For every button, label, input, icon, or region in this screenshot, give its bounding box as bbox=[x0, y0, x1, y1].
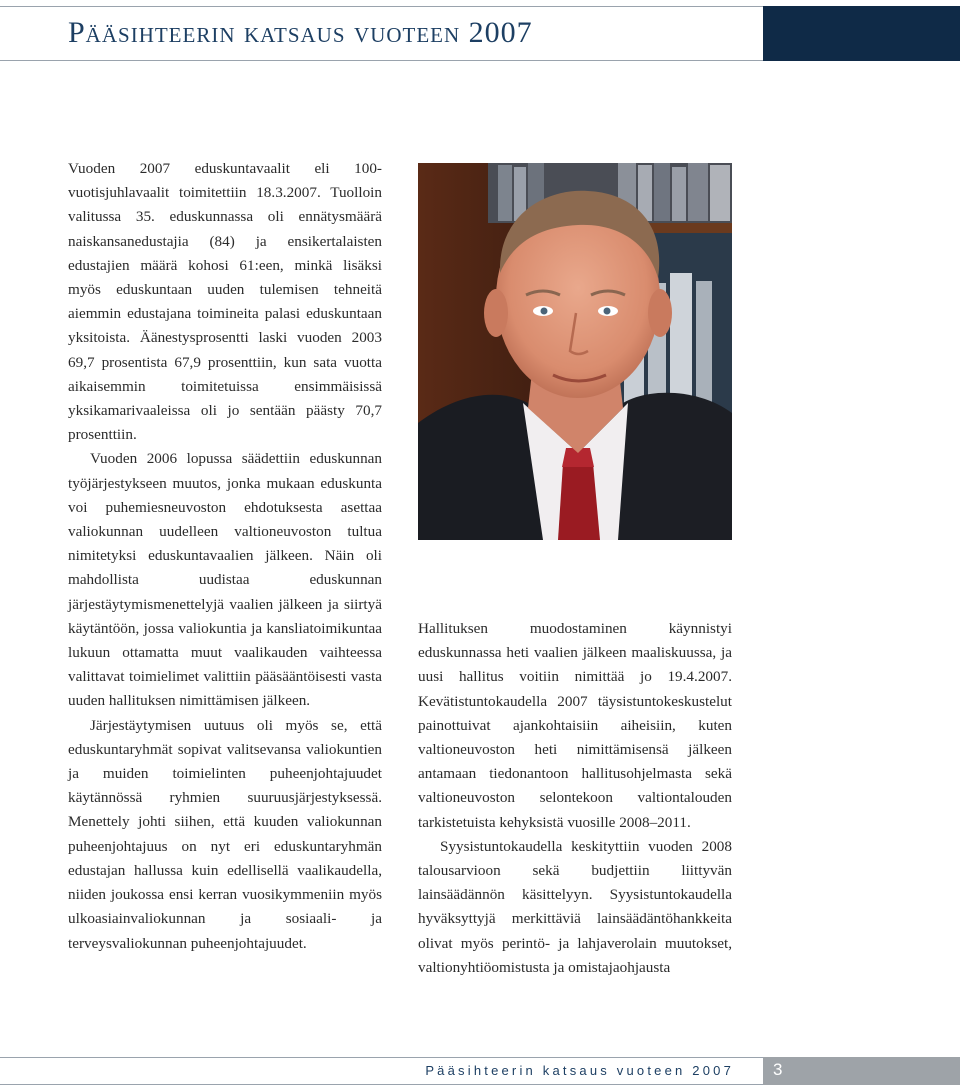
page-title: Pääsihteerin katsaus vuoteen 2007 bbox=[68, 16, 533, 49]
left-text-column bbox=[68, 157, 382, 956]
right-text-column bbox=[418, 617, 732, 980]
portrait-photo bbox=[418, 163, 732, 540]
header-color-block bbox=[763, 6, 960, 61]
paragraph: Vuoden 2006 lopussa säädettiin eduskunnan työjärjestykseen muutos, jonka mukaan eduskunta voi puhemiesneuvoston ehdotuksesta asettaa valiokunnan uudelleen valtioneuvoston tultua nimitetyksi eduskuntavaalien jälkeen. Näin oli mahdollista uudistaa eduskunnan järjestäytymismenettelyjä vaalien jälkeen ja siirtyä käytäntöön, jossa valiokuntia ja kansliatoimikuntaa lukuun ottamatta muut vaalikauden vaihteessa valittavat toimielimet valittiin pääsääntöisesti vasta uuden hallituksen nimittämisen jälkeen. bbox=[68, 450, 382, 710]
paragraph: Syysistuntokaudella keskityttiin vuoden 2008 talousarvioon sekä budjettiin liittyvän lainsäädännön käsittelyyn. Syysistuntokaudella hyväksyttyjä merkittäviä lainsäädäntöhankkeita olivat myös perintö- ja lahjaverolain muutokset, valtionyhtiöomistusta ja omistajaohjausta bbox=[418, 837, 732, 976]
paragraph: Vuoden 2007 eduskuntavaalit eli 100-vuotisjuhlavaalit toimitettiin 18.3.2007. Tuolloin valitussa 35. eduskunnassa oli ennätysmäärä naiskansanedustajia (84) ja ensikertalaisten edustajien määrä kohosi 61:een, minkä lisäksi myös eduskuntaan uuden tulemisen tehneitä aiemmin edustajana toimineita palasi eduskuntaan yksitoista. Äänestysprosentti laski vuoden 2003 69,7 prosentista 67,9 prosenttiin, kun sata vuotta aikaisemmin toimitetuissa ensimmäisissä yksikamarivaaleissa oli jo sentään päästy 70,7 prosenttiin. bbox=[68, 160, 382, 444]
footer-color-block bbox=[763, 1057, 960, 1085]
paragraph: Hallituksen muodostaminen käynnistyi eduskunnassa heti vaalien jälkeen maaliskuussa, ja uusi hallitus voitiin nimittää jo 19.4.2007. Kevätistuntokaudella 2007 täysistuntokeskustelut painottuivat ajankohtaisiin aiheisiin, kuten valtioneuvoston heti nimittämisensä jälkeen antamaan tiedonantoon hallitusohjelmasta sekä valtioneuvoston selontekoon valtiontalouden tarkistetuista kehyksistä vuosille 2008–2011. bbox=[418, 620, 732, 831]
paragraph: Järjestäytymisen uutuus oli myös se, että eduskuntaryhmät sopivat valitsevansa valiokuntien ja muiden toimielinten puheenjohtajuudet käytännössä ryhmien suuruusjärjestyksessä. Menettely johti siihen, että kuuden valiokunnan puheenjohtajuus on nyt eri eduskuntaryhmän edustajan hallussa kuin edellisellä vaalikaudella, niiden joukossa ensi kerran vuosikymmeniin myös ulkoasiainvaliokunnan ja sosiaali- ja terveysvaliokunnan puheenjohtajuudet. bbox=[68, 716, 382, 952]
page-number: 3 bbox=[773, 1060, 783, 1079]
running-footer-title: Pääsihteerin katsaus vuoteen 2007 bbox=[425, 1063, 734, 1078]
